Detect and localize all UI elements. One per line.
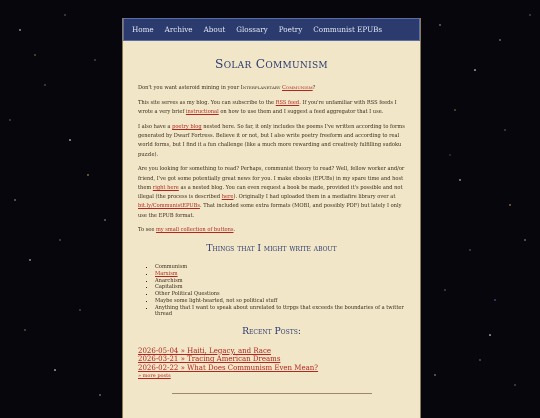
topic-other-political: Other Political Questions [155, 291, 220, 298]
more-posts-link[interactable]: » more posts [138, 372, 171, 379]
buttons-text-1: To see [138, 227, 156, 234]
topic-anything: Anything that I want to speak about unrelated to ttrpgs that exceeds the boundaries of a twitter thread [155, 304, 404, 318]
topic-communism: Communism [155, 264, 188, 271]
post-link-1[interactable]: 2026-05-04 » Haiti, Legacy, and Race [138, 346, 272, 355]
epub-text-4: . That included some extra formats (MOBI, and possibly PDF) but lately I only use the EPUB format. [138, 203, 402, 219]
post-link-3[interactable]: 2026-02-22 » What Does Communism Even Mean? [138, 364, 319, 373]
main-content [123, 53, 420, 394]
right-here-link[interactable]: right here [152, 184, 179, 191]
epub-text-1: Are you looking for something to read? Perhaps, communist theory to read? Well, fellow worker and/or friend, I've got some potentially great news for you. I make ebooks (EPUBs) in my spare time and host them [138, 166, 405, 191]
buttons-collection-link[interactable]: my small collection of buttons [155, 227, 234, 234]
blog-text-1: This site serves as my blog. You can subscribe to the [138, 99, 276, 106]
recent-posts-list [138, 347, 405, 380]
bitly-link[interactable]: bit.ly/CommunistEPUBs [138, 203, 200, 210]
poetry-text-2: nested here. So far, it only includes the poems I've written according to forms generated by Dwarf Fortress. Believe it or not, but I also write poetry freeform and according to real world forms, but I find it a fun challenge (like a much more rewarding and creatively fulfilling sudoku puzzle). [138, 123, 405, 158]
nav-archive[interactable]: Archive [164, 25, 193, 34]
buttons-text-2: . [233, 227, 236, 234]
list-item [138, 355, 405, 364]
process-here-link[interactable]: here [221, 194, 234, 201]
blog-text-3: on how to use them and I suggest a feed aggregator that I use. [218, 109, 384, 116]
poetry-text-1: I also have a [138, 123, 173, 130]
top-nav [123, 18, 420, 41]
nav-poetry[interactable]: Poetry [278, 25, 303, 34]
communism-link[interactable]: Communism [282, 85, 313, 92]
nav-home[interactable]: Home [132, 25, 154, 34]
blog-text-2: . If you're unfamiliar with RSS feeds I wrote a very brief [138, 99, 397, 116]
epub-text-3: ). Originally I had uploaded them in a mediafire library over at [233, 194, 396, 201]
list-item [155, 291, 405, 298]
post-link-2[interactable]: 2026-03-21 » Tracing American Dreams [138, 355, 281, 364]
topic-anarchism: Anarchism [155, 277, 183, 284]
footer-divider [172, 393, 372, 394]
page-panel [122, 18, 421, 418]
list-item [138, 347, 405, 356]
intro-text: Don't you want asteroid mining in your [138, 85, 241, 92]
instructional-link[interactable]: instructional [185, 109, 219, 116]
list-item [155, 271, 405, 278]
topic-light-hearted: Maybe some light-hearted, not so political stuff [155, 297, 278, 304]
list-item [155, 264, 405, 271]
list-item [155, 284, 405, 291]
nav-about[interactable]: About [203, 25, 226, 34]
list-item [155, 278, 405, 285]
intro-paragraph [138, 84, 405, 93]
topics-list [138, 264, 405, 318]
list-item [155, 305, 405, 318]
topic-capitalism: Capitalism [155, 284, 183, 291]
list-item [138, 364, 405, 373]
nav-glossary[interactable]: Glossary [236, 25, 268, 34]
list-item [155, 298, 405, 305]
rss-feed-link[interactable]: RSS feed [275, 99, 300, 106]
intro-interplanetary: Interplanetary [240, 85, 281, 92]
epub-text-2: as a nested blog. You can even request a book be made, provided it's possible and not illegal (the process is described [138, 184, 403, 201]
poetry-blog-link[interactable]: poetry blog [172, 123, 202, 130]
blog-paragraph [138, 99, 405, 118]
marxism-link[interactable]: Marxism [155, 270, 178, 277]
topics-heading: Things that I might write about [206, 243, 337, 255]
list-item [138, 373, 405, 379]
buttons-paragraph [138, 226, 405, 235]
page-title: Solar Communism [215, 57, 328, 71]
nav-communist-epubs[interactable]: Communist EPUBs [313, 25, 383, 34]
intro-end: ? [312, 85, 316, 92]
poetry-paragraph [138, 123, 405, 160]
recent-posts-heading: Recent Posts: [242, 325, 301, 337]
epub-paragraph [138, 165, 405, 221]
